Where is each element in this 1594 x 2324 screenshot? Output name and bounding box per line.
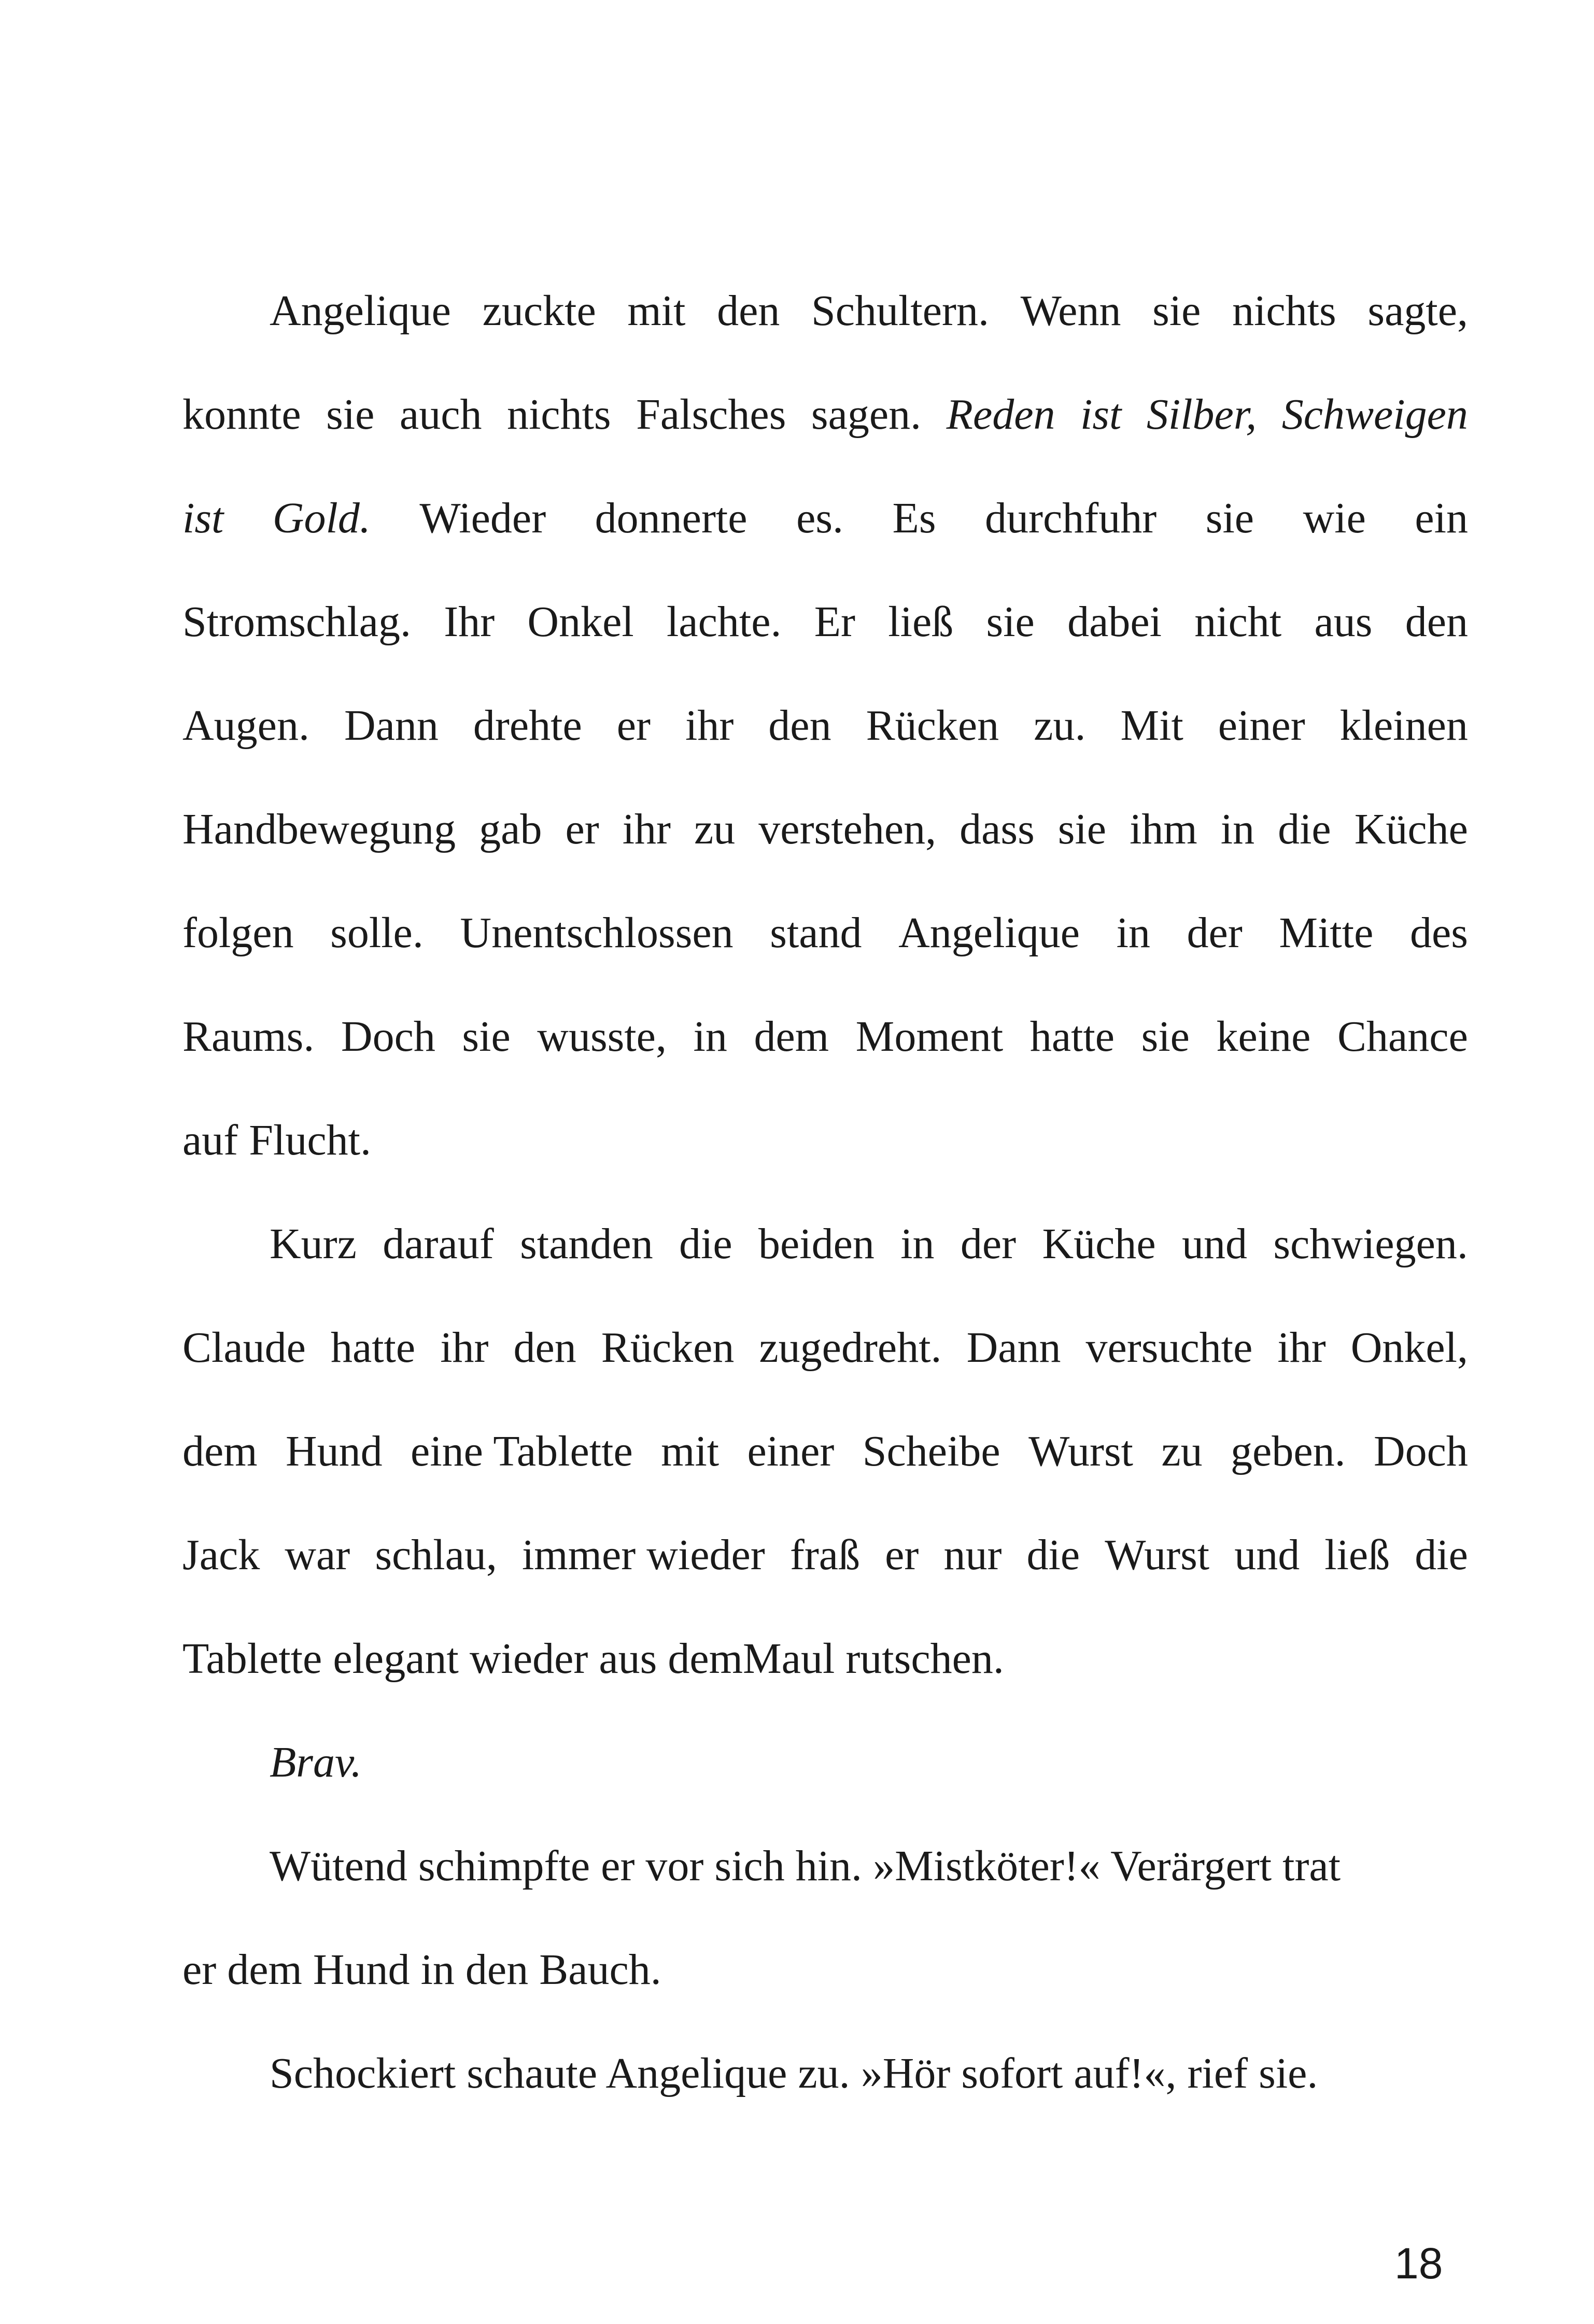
word: Schweigen <box>1281 390 1468 439</box>
word: »Hör <box>861 2049 951 2097</box>
word: konnte <box>182 390 301 439</box>
text-line <box>182 467 1468 570</box>
text-line <box>182 1192 1468 1296</box>
word: ihm <box>1130 805 1197 853</box>
word: Angelique <box>605 2049 787 2097</box>
text-line <box>182 1607 1468 1711</box>
word: zugedreht. <box>759 1323 942 1372</box>
text-line <box>182 1814 1468 1918</box>
word: Claude <box>182 1323 306 1372</box>
word: wieder <box>469 1635 588 1683</box>
body-text <box>182 259 1468 2125</box>
paragraph <box>182 2022 1468 2125</box>
text-line <box>182 1918 1468 2022</box>
word: fraß <box>789 1531 861 1579</box>
word: die <box>1026 1531 1080 1579</box>
word: hatte <box>330 1323 416 1372</box>
word: Jack <box>182 1531 260 1579</box>
word: vor <box>645 1842 704 1890</box>
word: in <box>1116 909 1150 957</box>
word: sagte, <box>1367 287 1468 335</box>
word: in <box>693 1012 727 1061</box>
word: eine Tablette <box>411 1427 633 1475</box>
word: dem Hund <box>227 1946 410 1994</box>
word: nichts <box>506 390 611 439</box>
word: schimpfte <box>418 1842 590 1890</box>
word: Onkel, <box>1350 1323 1468 1372</box>
word: den <box>513 1323 576 1372</box>
word: Er <box>814 598 856 646</box>
word: Wurst <box>1028 1427 1133 1475</box>
word: ihr <box>622 805 671 853</box>
word: und <box>1182 1220 1248 1268</box>
word: Unentschlossen <box>460 909 733 957</box>
word: folgen <box>182 909 294 957</box>
word: Falsches <box>636 390 786 439</box>
word: drehte <box>473 701 582 750</box>
word: die <box>1278 805 1331 853</box>
word: sich <box>714 1842 785 1890</box>
word: standen <box>520 1220 653 1268</box>
word: zu. <box>1034 701 1086 750</box>
word: ihr <box>685 701 734 750</box>
word: sagen. <box>811 390 922 439</box>
word: Scheibe <box>862 1427 1000 1475</box>
text-line <box>182 1711 1468 1814</box>
word: stand <box>770 909 862 957</box>
word: den <box>717 287 780 335</box>
word: dass <box>960 805 1035 853</box>
word: er <box>601 1842 635 1890</box>
word: keine <box>1216 1012 1311 1061</box>
word: sie <box>1141 1012 1190 1061</box>
word: Kurz <box>270 1220 357 1268</box>
word: ist <box>182 494 224 542</box>
word: Doch <box>1373 1427 1468 1475</box>
word: zu <box>694 805 736 853</box>
word: schaute <box>467 2049 598 2097</box>
word: Doch <box>341 1012 435 1061</box>
text-line <box>182 1400 1468 1503</box>
word: er <box>885 1531 919 1579</box>
word: sofort <box>961 2049 1063 2097</box>
word: solle. <box>330 909 424 957</box>
word: Chance <box>1337 1012 1468 1061</box>
text-line <box>182 1089 1468 1192</box>
word: Hund <box>286 1427 383 1475</box>
page-number: 18 <box>1394 2239 1443 2288</box>
word: mit <box>661 1427 720 1475</box>
word: Rücken <box>866 701 999 750</box>
paragraph <box>182 1814 1468 2022</box>
word: schwiegen. <box>1273 1220 1468 1268</box>
word: den <box>465 1946 529 1994</box>
word: ließ <box>888 598 954 646</box>
word: mit <box>627 287 686 335</box>
word: rutschen. <box>845 1635 1004 1683</box>
word: Mit <box>1120 701 1183 750</box>
word: Es <box>892 494 936 542</box>
word: lachte. <box>666 598 782 646</box>
word: Verärgert <box>1110 1842 1272 1890</box>
word: darauf <box>383 1220 494 1268</box>
text-line <box>182 985 1468 1089</box>
word: sie <box>326 390 375 439</box>
word: nicht <box>1194 598 1282 646</box>
word: Handbewegung <box>182 805 456 853</box>
word: kleinen <box>1339 701 1468 750</box>
word: er <box>616 701 651 750</box>
word: Wütend <box>270 1842 407 1890</box>
word: einer <box>1218 701 1305 750</box>
word: in <box>900 1220 935 1268</box>
text-line <box>182 2022 1468 2125</box>
word: demMaul <box>668 1635 835 1683</box>
word: nichts <box>1232 287 1336 335</box>
word: sie <box>986 598 1035 646</box>
word: einer <box>747 1427 835 1475</box>
word: schlau, <box>375 1531 497 1579</box>
word: ist <box>1080 390 1122 439</box>
text-line <box>182 570 1468 674</box>
word: Küche <box>1042 1220 1156 1268</box>
word: auch <box>399 390 482 439</box>
word: versuchte <box>1085 1323 1253 1372</box>
word: hatte <box>1029 1012 1115 1061</box>
word: gab <box>479 805 542 853</box>
word: zu. <box>798 2049 850 2097</box>
word: Bauch. <box>539 1946 661 1994</box>
word: Küche <box>1354 805 1468 853</box>
word: wusste, <box>537 1012 667 1061</box>
word: zuckte <box>482 287 596 335</box>
word: auf!«, <box>1074 2049 1177 2097</box>
word: Moment <box>855 1012 1004 1061</box>
word: hin. <box>795 1842 863 1890</box>
word: Silber, <box>1146 390 1257 439</box>
word: donnerte <box>595 494 747 542</box>
word: elegant <box>333 1635 459 1683</box>
text-line <box>182 259 1468 363</box>
text-line <box>182 1503 1468 1607</box>
word: er <box>565 805 599 853</box>
text-line <box>182 881 1468 985</box>
paragraph <box>182 1711 1468 1814</box>
word: den <box>768 701 831 750</box>
word: ihr <box>440 1323 489 1372</box>
paragraph <box>182 259 1468 1192</box>
word: Dann <box>344 701 439 750</box>
word: Brav. <box>270 1738 362 1786</box>
word: Schockiert <box>270 2049 456 2097</box>
text-line <box>182 674 1468 778</box>
word: sie <box>1205 494 1254 542</box>
word: sie <box>1057 805 1107 853</box>
word: es. <box>796 494 844 542</box>
word: und <box>1234 1531 1300 1579</box>
word: aus <box>1314 598 1373 646</box>
word: Wenn <box>1020 287 1121 335</box>
word: immer wieder <box>521 1531 765 1579</box>
word: Augen. <box>182 701 309 750</box>
word: beiden <box>758 1220 874 1268</box>
word: Onkel <box>527 598 634 646</box>
word: Flucht. <box>249 1116 371 1164</box>
word: ihr <box>1277 1323 1326 1372</box>
word: in <box>1220 805 1255 853</box>
word: wie <box>1303 494 1366 542</box>
word: sie. <box>1259 2049 1318 2097</box>
word: Gold. <box>272 494 371 542</box>
text-line <box>182 1296 1468 1400</box>
word: den <box>1405 598 1468 646</box>
word: Mitte <box>1279 909 1374 957</box>
word: Tablette <box>182 1635 322 1683</box>
text-line <box>182 363 1468 467</box>
word: Schultern. <box>811 287 989 335</box>
word: die <box>1415 1531 1468 1579</box>
word: sie <box>462 1012 511 1061</box>
word: aus <box>599 1635 657 1683</box>
word: verstehen, <box>758 805 937 853</box>
word: sie <box>1152 287 1201 335</box>
paragraph <box>182 1192 1468 1711</box>
word: trat <box>1282 1842 1341 1890</box>
word: »Mistköter!« <box>873 1842 1101 1890</box>
word: die <box>679 1220 732 1268</box>
word: Reden <box>946 390 1055 439</box>
word: zu <box>1161 1427 1203 1475</box>
word: durchfuhr <box>985 494 1157 542</box>
word: war <box>285 1531 350 1579</box>
word: dem <box>182 1427 258 1475</box>
word: Dann <box>966 1323 1061 1372</box>
word: Raums. <box>182 1012 315 1061</box>
word: dabei <box>1067 598 1162 646</box>
word: Rücken <box>601 1323 735 1372</box>
word: Wurst <box>1105 1531 1210 1579</box>
word: Ihr <box>444 598 495 646</box>
word: Stromschlag. <box>182 598 411 646</box>
word: ließ <box>1324 1531 1390 1579</box>
word: ein <box>1415 494 1468 542</box>
word: nur <box>943 1531 1002 1579</box>
word: geben. <box>1231 1427 1346 1475</box>
word: des <box>1409 909 1468 957</box>
word: der <box>1187 909 1243 957</box>
word: in <box>420 1946 455 1994</box>
word: der <box>960 1220 1017 1268</box>
word: er <box>182 1946 217 1994</box>
text-line <box>182 778 1468 881</box>
word: dem <box>754 1012 829 1061</box>
word: Angelique <box>898 909 1080 957</box>
word: Wieder <box>419 494 546 542</box>
word: auf <box>182 1116 238 1164</box>
word: rief <box>1187 2049 1248 2097</box>
word: Angelique <box>270 287 451 335</box>
